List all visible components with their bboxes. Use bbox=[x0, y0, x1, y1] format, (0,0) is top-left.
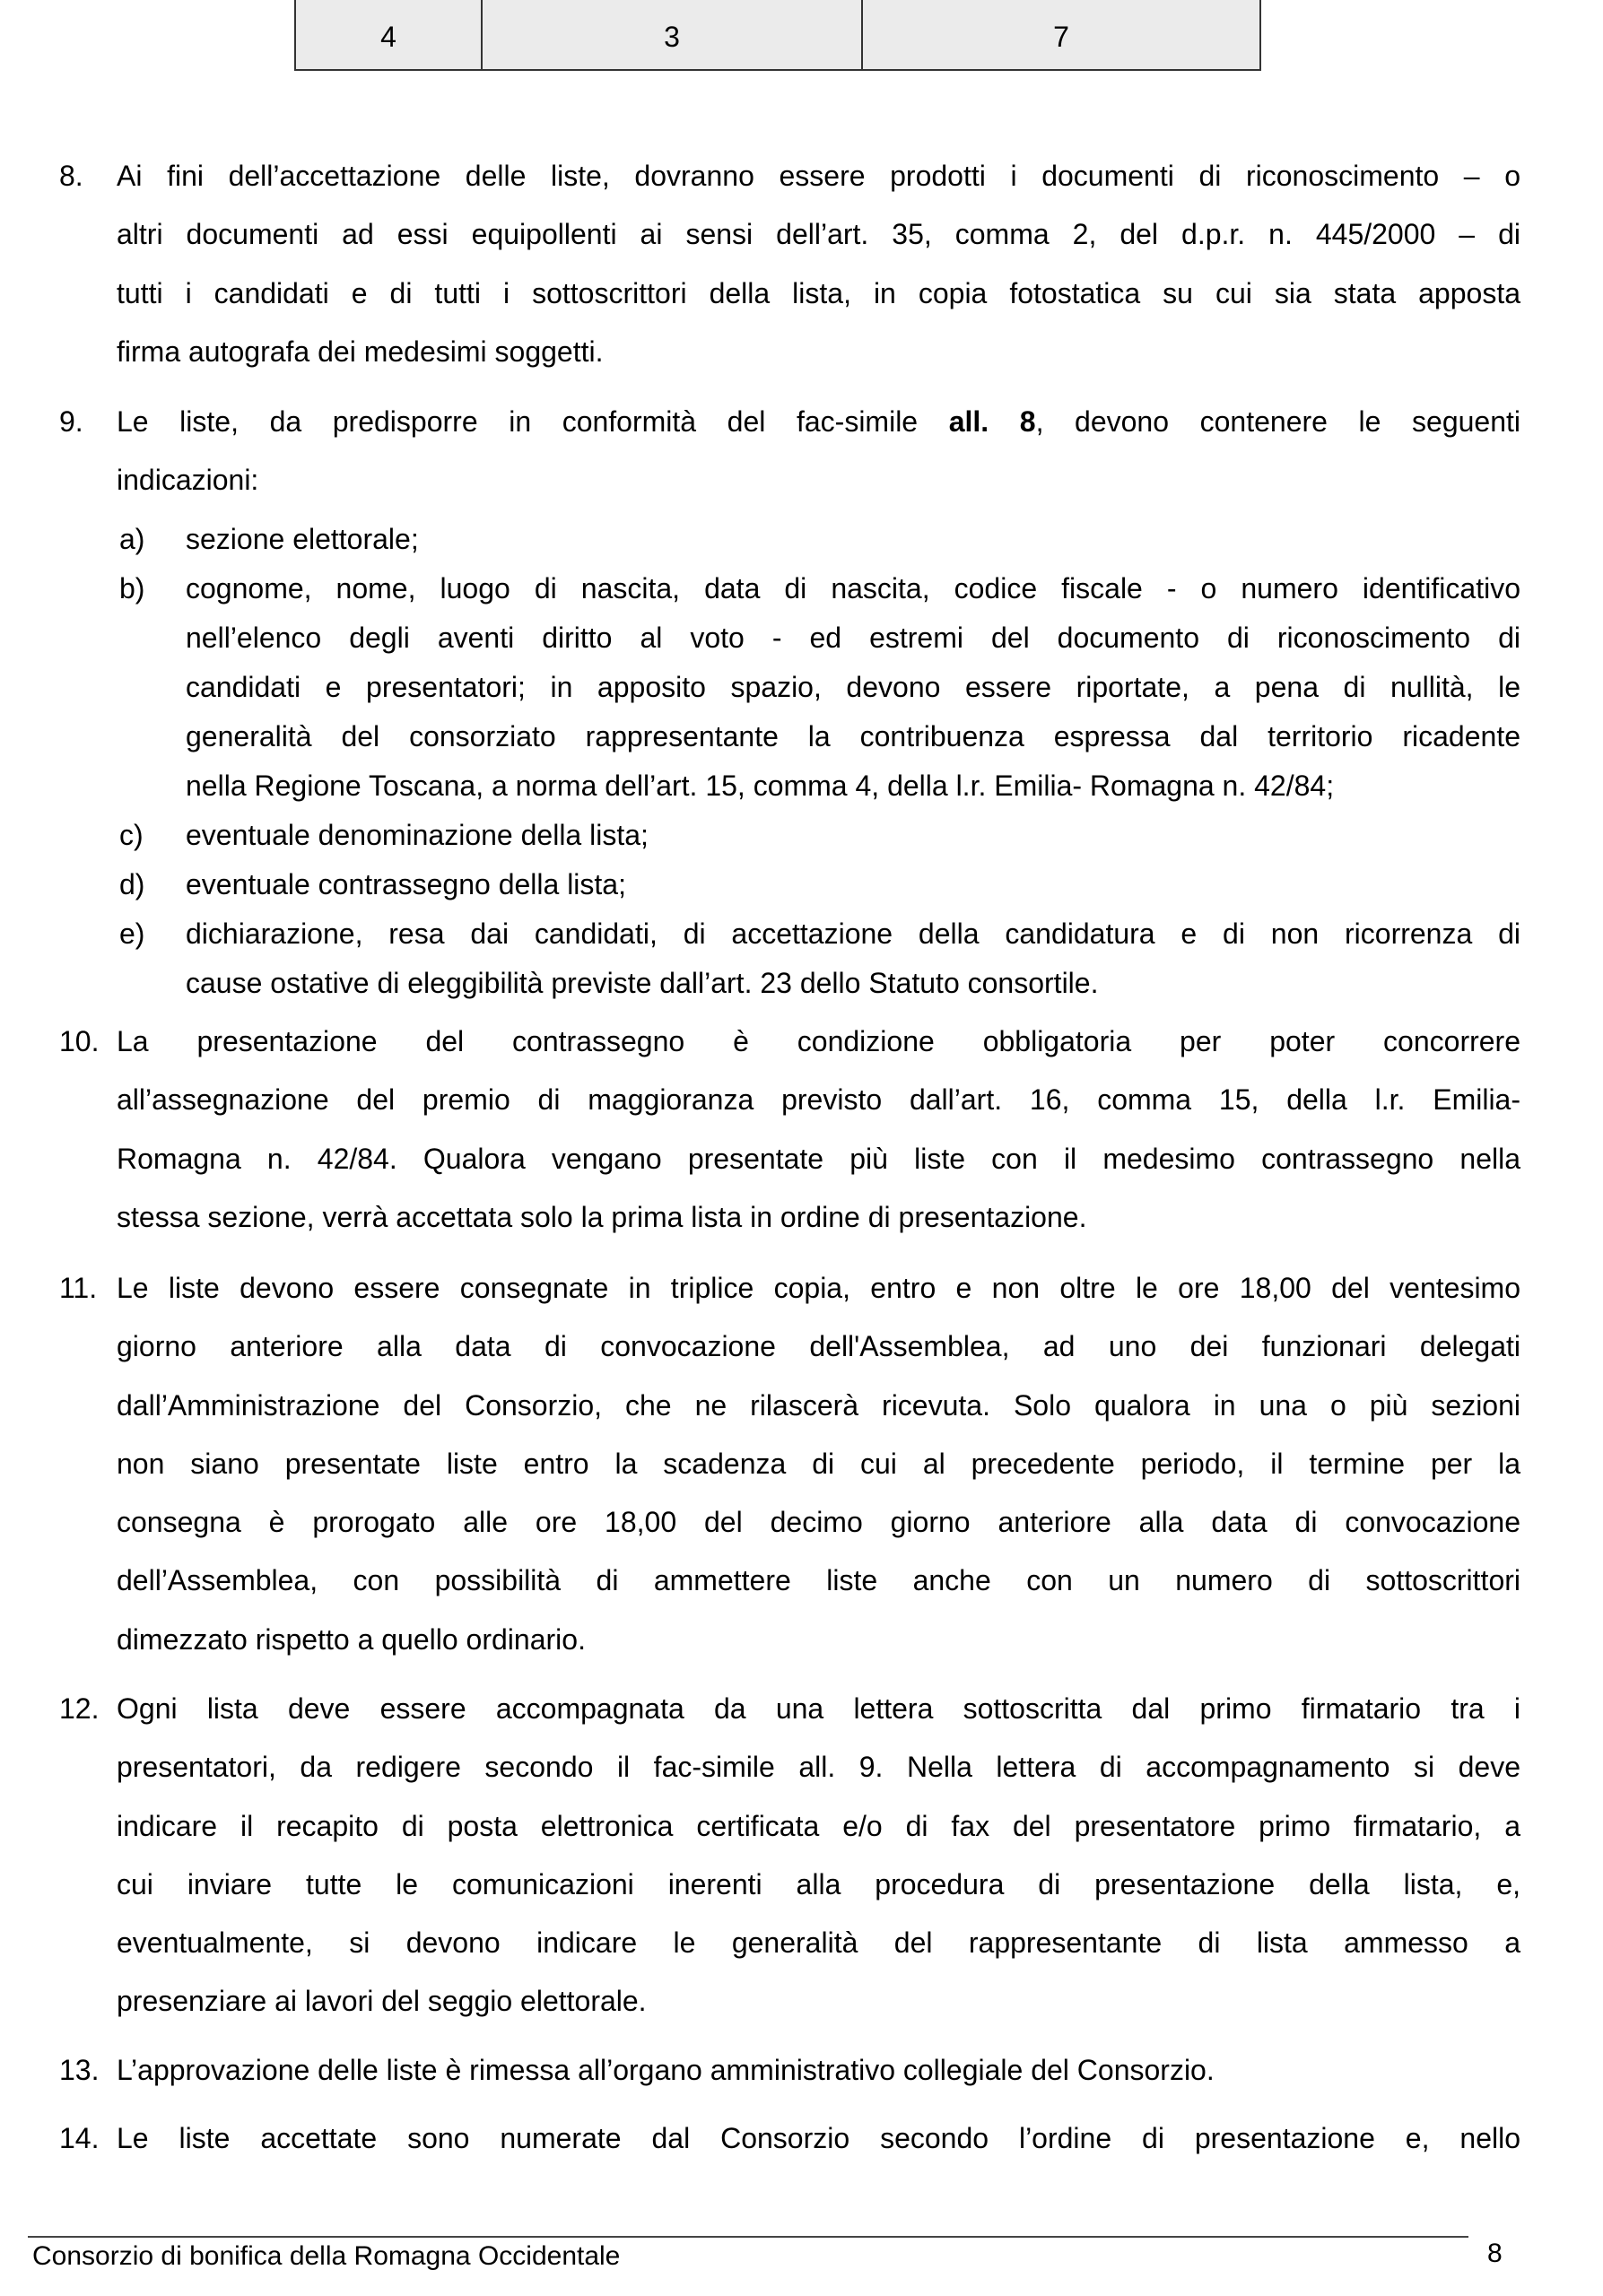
paragraph-line: giorno anteriore alla data di convocazione dell'Assemblea, ad uno dei funzionari delegati bbox=[117, 1330, 1520, 1363]
paragraph-line: indicazioni: bbox=[117, 464, 259, 497]
list-item-line: nella Regione Toscana, a norma dell’art. 15, comma 4, della l.r. Emilia- Romagna n. 42/84; bbox=[186, 770, 1335, 802]
paragraph-body bbox=[117, 147, 1520, 381]
paragraph-line: dall’Amministrazione del Consorzio, che ne rilascerà ricevuta. Solo qualora in una o più sezioni bbox=[117, 1388, 1520, 1422]
paragraph-line: L’approvazione delle liste è rimessa all’organo amministrativo collegiale del Consorzio. bbox=[117, 2054, 1215, 2086]
indications-list bbox=[0, 515, 1603, 1008]
table-cell: 3 bbox=[483, 0, 863, 69]
list-item-line: sezione elettorale; bbox=[186, 523, 419, 555]
list-item-b bbox=[0, 564, 1603, 811]
list-item-line: dichiarazione, resa dai candidati, di accettazione della candidatura e di non ricorrenza di bbox=[186, 918, 1520, 950]
footer-organization: Consorzio di bonifica della Romagna Occidentale bbox=[32, 2241, 621, 2271]
list-item-label: b) bbox=[119, 572, 145, 604]
table-cell: 4 bbox=[296, 0, 483, 69]
paragraph-line: non siano presentate liste entro la scadenza di cui al precedente periodo, il termine per la bbox=[117, 1447, 1520, 1480]
paragraph-number: 12. bbox=[59, 1692, 100, 1725]
paragraph-number: 13. bbox=[59, 2054, 100, 2086]
list-item-e bbox=[0, 909, 1603, 1008]
paragraph-body bbox=[117, 1680, 1520, 2031]
paragraph-number: 11. bbox=[59, 1272, 98, 1304]
paragraph-line: all’assegnazione del premio di maggioranza previsto dall’art. 16, comma 15, della l.r. Emilia- bbox=[117, 1083, 1520, 1117]
paragraph-number: 14. bbox=[59, 2122, 100, 2154]
paragraph-number: 10. bbox=[59, 1025, 100, 1057]
paragraph-line: eventualmente, si devono indicare le generalità del rappresentante di lista ammesso a bbox=[117, 1926, 1520, 1960]
paragraph-body bbox=[117, 2109, 1520, 2168]
table-row-fragment bbox=[294, 0, 1261, 71]
paragraph-line: presentatori, da redigere secondo il fac-simile all. 9. Nella lettera di accompagnamento si deve bbox=[117, 1751, 1520, 1784]
list-item-a bbox=[0, 515, 1603, 564]
attachment-reference: all. 8 bbox=[948, 405, 1036, 438]
paragraph-body bbox=[117, 1259, 1520, 1669]
paragraph-line: consegna è prorogato alle ore 18,00 del decimo giorno anteriore alla data di convocazione bbox=[117, 1506, 1520, 1539]
paragraph-number: 8. bbox=[59, 160, 83, 192]
list-item-line: generalità del consorziato rappresentante la contribuenza espressa dal territorio ricadente bbox=[186, 720, 1520, 752]
list-item-line: nell’elenco degli aventi diritto al voto - ed estremi del documento di riconoscimento di bbox=[186, 622, 1520, 654]
list-item-label: d) bbox=[119, 868, 145, 900]
page-number: 8 bbox=[1487, 2239, 1503, 2268]
footer-divider bbox=[28, 2236, 1468, 2238]
paragraph-line: Romagna n. 42/84. Qualora vengano presentate più liste con il medesimo contrassegno nella bbox=[117, 1142, 1520, 1175]
paragraph-line: dell’Assemblea, con possibilità di ammettere liste anche con un numero di sottoscrittori bbox=[117, 1564, 1520, 1597]
paragraph-line: indicare il recapito di posta elettronica certificata e/o di fax del presentatore primo firmatario, a bbox=[117, 1809, 1520, 1842]
table-cell: 7 bbox=[1053, 21, 1069, 53]
list-item-label: c) bbox=[119, 819, 144, 851]
paragraph-line: Le liste, da predisporre in conformità del fac-simile all. 8, devono contenere le seguenti bbox=[117, 405, 1521, 438]
list-item-c bbox=[0, 811, 1603, 860]
list-item-line: cause ostative di eleggibilità previste dall’art. 23 dello Statuto consortile. bbox=[186, 967, 1099, 999]
paragraph-number: 9. bbox=[59, 405, 83, 438]
paragraph-body bbox=[117, 1013, 1520, 1247]
list-item-line: eventuale contrassegno della lista; bbox=[186, 868, 626, 900]
list-item-label: a) bbox=[119, 523, 145, 555]
paragraph-line: Ogni lista deve essere accompagnata da una lettera sottoscritta dal primo firmatario tra i bbox=[117, 1692, 1520, 1725]
paragraph-line: presenziare ai lavori del seggio elettorale. bbox=[117, 1985, 647, 2018]
paragraph-line: altri documenti ad essi equipollenti ai sensi dell’art. 35, comma 2, del d.p.r. n. 445/2000 – di bbox=[117, 218, 1520, 251]
paragraph-line: Le liste accettate sono numerate dal Consorzio secondo l’ordine di presentazione e, nello bbox=[117, 2122, 1520, 2154]
list-item-line: eventuale denominazione della lista; bbox=[186, 819, 649, 851]
list-item-label: e) bbox=[119, 918, 145, 950]
list-item-line: cognome, nome, luogo di nascita, data di nascita, codice fiscale - o numero identificativo bbox=[186, 572, 1520, 604]
paragraph-line: dimezzato rispetto a quello ordinario. bbox=[117, 1622, 586, 1656]
list-item-d bbox=[0, 860, 1603, 909]
paragraph-body bbox=[117, 2041, 1520, 2100]
paragraph-line: tutti i candidati e di tutti i sottoscrittori della lista, in copia fotostatica su cui sia stata apposta bbox=[117, 276, 1520, 309]
paragraph-line: La presentazione del contrassegno è condizione obbligatoria per poter concorrere bbox=[117, 1025, 1520, 1057]
paragraph-line: Ai fini dell’accettazione delle liste, dovranno essere prodotti i documenti di riconoscimento – o bbox=[117, 160, 1520, 192]
paragraph-body bbox=[117, 393, 1520, 510]
list-item-line: candidati e presentatori; in apposito spazio, devono essere riportate, a pena di nullità, le bbox=[186, 671, 1520, 703]
paragraph-line: Le liste devono essere consegnate in triplice copia, entro e non oltre le ore 18,00 del ventesimo bbox=[117, 1272, 1520, 1304]
paragraph-line: firma autografa dei medesimi soggetti. bbox=[117, 335, 604, 368]
paragraph-line: cui inviare tutte le comunicazioni inerenti alla procedura di presentazione della lista, e, bbox=[117, 1867, 1520, 1900]
paragraph-line: stessa sezione, verrà accettata solo la prima lista in ordine di presentazione. bbox=[117, 1200, 1087, 1233]
